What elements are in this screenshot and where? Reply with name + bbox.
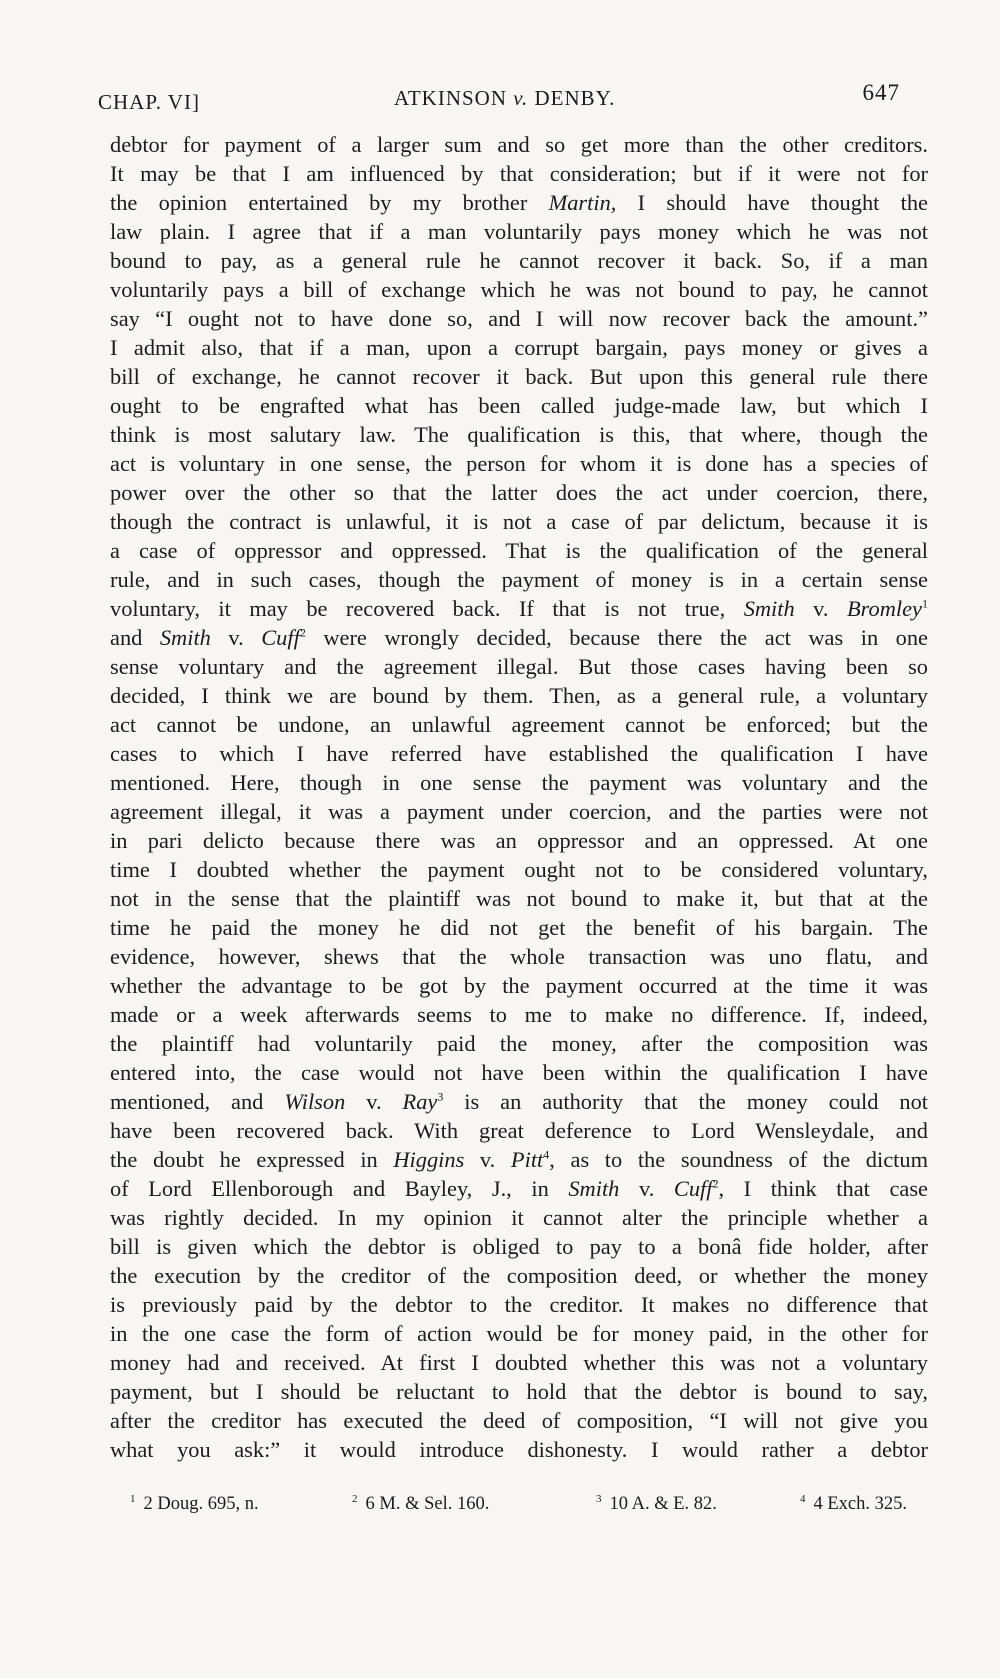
text-run: power over the other so that the latter does the act under coercion, there, <box>110 480 928 505</box>
text-line <box>110 1058 928 1087</box>
title-party-one: ATKINSON <box>394 86 507 110</box>
text-run: , I think that case <box>718 1176 928 1201</box>
text-run: I should have thought the <box>616 190 928 215</box>
text-line <box>110 536 928 565</box>
text-run: time I doubted whether the payment ought not to be considered voluntary, <box>110 857 928 882</box>
text-line <box>110 304 928 333</box>
text-run: bound to pay, as a general rule he cannot recover it back. So, if a man <box>110 248 928 273</box>
text-run: v. <box>619 1176 674 1201</box>
text-run: in the one case the form of action would be for money paid, in the other for <box>110 1321 928 1346</box>
footnote-marker: 2 <box>352 1492 358 1505</box>
text-line <box>110 942 928 971</box>
text-run: is previously paid by the debtor to the creditor. It makes no difference that <box>110 1292 928 1317</box>
text-run: v. <box>210 625 262 650</box>
text-line <box>110 768 928 797</box>
text-line <box>110 594 928 623</box>
text-run: in pari delicto because there was an oppressor and an oppressed. At one <box>110 828 928 853</box>
case-name: Bromley <box>846 596 922 621</box>
running-header <box>98 80 926 120</box>
text-run: evidence, however, shews that the whole transaction was uno flatu, and <box>110 944 928 969</box>
text-line <box>110 797 928 826</box>
text-line <box>110 826 928 855</box>
footnote-marker: 3 <box>596 1492 602 1505</box>
text-run: and <box>110 625 160 650</box>
text-line <box>110 275 928 304</box>
footnote-text: 6 M. & Sel. 160. <box>365 1494 490 1514</box>
text-run: v. <box>794 596 847 621</box>
text-run: debtor for payment of a larger sum and so get more than the other creditors. <box>110 132 928 157</box>
text-run: It may be that I am influenced by that consideration; but if it were not for <box>110 161 928 186</box>
text-run: say “I ought not to have done so, and I will now recover back the amount.” <box>110 306 928 331</box>
text-run: cases to which I have referred have established the qualification I have <box>110 741 928 766</box>
footnote-2 <box>352 1494 489 1515</box>
text-run: whether the advantage to be got by the payment occurred at the time it was <box>110 973 928 998</box>
text-line <box>110 855 928 884</box>
text-line <box>110 420 928 449</box>
text-run: mentioned. Here, though in one sense the payment was voluntary and the <box>110 770 928 795</box>
text-run: entered into, the case would not have been within the qualification I have <box>110 1060 928 1085</box>
case-name: Ray <box>402 1089 438 1114</box>
text-run: v. <box>345 1089 403 1114</box>
case-name: Cuff <box>261 625 300 650</box>
text-run: was rightly decided. In my opinion it cannot alter the principle whether a <box>110 1205 928 1230</box>
page-number: 647 <box>862 80 900 105</box>
case-name: Smith <box>159 625 211 650</box>
text-run: think is most salutary law. The qualification is this, that where, though the <box>110 422 928 447</box>
text-run: voluntarily pays a bill of exchange which he was not bound to pay, he cannot <box>110 277 928 302</box>
text-line <box>110 913 928 942</box>
text-line <box>110 1406 928 1435</box>
text-run: mentioned, and <box>110 1089 285 1114</box>
footnote-reference: 2 <box>299 625 306 640</box>
text-line <box>110 1203 928 1232</box>
text-run: rule, and in such cases, though the payment of money is in a certain sense <box>110 567 928 592</box>
text-run: bill is given which the debtor is obliged to pay to a bonâ fide holder, after <box>110 1234 928 1259</box>
text-run: act cannot be undone, an unlawful agreement cannot be enforced; but the <box>110 712 928 737</box>
text-line <box>110 623 928 652</box>
footnote-reference: 3 <box>437 1089 444 1104</box>
text-line <box>110 1348 928 1377</box>
text-run: money had and received. At first I doubted whether this was not a voluntary <box>110 1350 928 1375</box>
case-name: Cuff <box>673 1176 713 1201</box>
text-run: the doubt he expressed in <box>110 1147 394 1172</box>
text-run: law plain. I agree that if a man voluntarily pays money which he was not <box>110 219 928 244</box>
text-line <box>110 1232 928 1261</box>
text-line <box>110 1319 928 1348</box>
footnote-marker: 4 <box>800 1492 806 1505</box>
text-line <box>110 188 928 217</box>
title-party-two: DENBY. <box>534 86 616 110</box>
text-line <box>110 1116 928 1145</box>
footnote-reference: 1 <box>922 596 928 611</box>
text-run: decided, I think we are bound by them. Then, as a general rule, a voluntary <box>110 683 928 708</box>
text-run: act is voluntary in one sense, the person for whom it is done has a species of <box>110 451 928 476</box>
text-line <box>110 1145 928 1174</box>
text-line <box>110 391 928 420</box>
text-line <box>110 362 928 391</box>
text-run: have been recovered back. With great deference to Lord Wensleydale, and <box>110 1118 928 1143</box>
text-run: of Lord Ellenborough and Bayley, J., in <box>110 1176 569 1201</box>
text-line <box>110 565 928 594</box>
footnote-text: 10 A. & E. 82. <box>609 1494 717 1514</box>
case-name: Smith <box>568 1176 620 1201</box>
text-line <box>110 1377 928 1406</box>
text-run: is an authority that the money could not <box>443 1089 928 1114</box>
text-run: time he paid the money he did not get the benefit of his bargain. The <box>110 915 928 940</box>
text-run: I admit also, that if a man, upon a corrupt bargain, pays money or gives a <box>110 335 928 360</box>
text-run: were wrongly decided, because there the act was in one <box>305 625 928 650</box>
text-run: the opinion entertained by my brother <box>110 190 549 215</box>
footnote-text: 2 Doug. 695, n. <box>143 1494 259 1514</box>
text-run: payment, but I should be reluctant to hold that the debtor is bound to say, <box>110 1379 928 1404</box>
text-run: what you ask:” it would introduce dishonesty. I would rather a debtor <box>110 1437 928 1462</box>
footnote-reference: 2 <box>712 1176 719 1191</box>
text-line <box>110 1290 928 1319</box>
footnote-1 <box>130 1494 259 1515</box>
footnotes <box>130 1494 930 1524</box>
case-name: Smith <box>743 596 795 621</box>
text-run: the execution by the creditor of the composition deed, or whether the money <box>110 1263 928 1288</box>
text-line <box>110 449 928 478</box>
text-line <box>110 1435 928 1464</box>
case-name: Wilson <box>284 1089 346 1114</box>
text-run: ought to be engrafted what has been called judge-made law, but which I <box>110 393 928 418</box>
text-line <box>110 217 928 246</box>
text-line <box>110 1261 928 1290</box>
text-run: , as to the soundness of the dictum <box>549 1147 928 1172</box>
text-run: voluntary, it may be recovered back. If that is not true, <box>110 596 744 621</box>
text-run: bill of exchange, he cannot recover it back. But upon this general rule there <box>110 364 928 389</box>
case-name: Higgins <box>393 1147 465 1172</box>
text-line <box>110 652 928 681</box>
case-name: Martin, <box>548 190 617 215</box>
text-line <box>110 1087 928 1116</box>
text-line <box>110 971 928 1000</box>
text-line <box>110 130 928 159</box>
case-name: Pitt <box>510 1147 544 1172</box>
text-run: the plaintiff had voluntarily paid the money, after the composition was <box>110 1031 928 1056</box>
text-run: after the creditor has executed the deed of composition, “I will not give you <box>110 1408 928 1433</box>
footnote-marker: 1 <box>130 1492 136 1505</box>
footnote-reference: 4 <box>543 1147 550 1162</box>
text-line <box>110 1029 928 1058</box>
text-line <box>110 159 928 188</box>
footnote-3 <box>596 1494 717 1515</box>
text-line <box>110 1174 928 1203</box>
title-versus: v. <box>513 86 529 110</box>
text-run: a case of oppressor and oppressed. That is the qualification of the general <box>110 538 928 563</box>
text-run: not in the sense that the plaintiff was not bound to make it, but that at the <box>110 886 928 911</box>
text-line <box>110 710 928 739</box>
text-line <box>110 884 928 913</box>
text-run: though the contract is unlawful, it is not a case of par delictum, because it is <box>110 509 928 534</box>
text-line <box>110 681 928 710</box>
text-run: sense voluntary and the agreement illegal. But those cases having been so <box>110 654 928 679</box>
text-line <box>110 333 928 362</box>
text-run: agreement illegal, it was a payment under coercion, and the parties were not <box>110 799 928 824</box>
text-run: made or a week afterwards seems to me to make no difference. If, indeed, <box>110 1002 928 1027</box>
text-run: v. <box>464 1147 511 1172</box>
body-text <box>110 130 928 1464</box>
text-line <box>110 739 928 768</box>
text-line <box>110 507 928 536</box>
text-line <box>110 246 928 275</box>
chapter-label: CHAP. VI] <box>98 90 200 114</box>
running-title <box>394 86 615 111</box>
footnote-text: 4 Exch. 325. <box>813 1494 908 1514</box>
text-line <box>110 1000 928 1029</box>
footnote-4 <box>800 1494 907 1515</box>
text-line <box>110 478 928 507</box>
